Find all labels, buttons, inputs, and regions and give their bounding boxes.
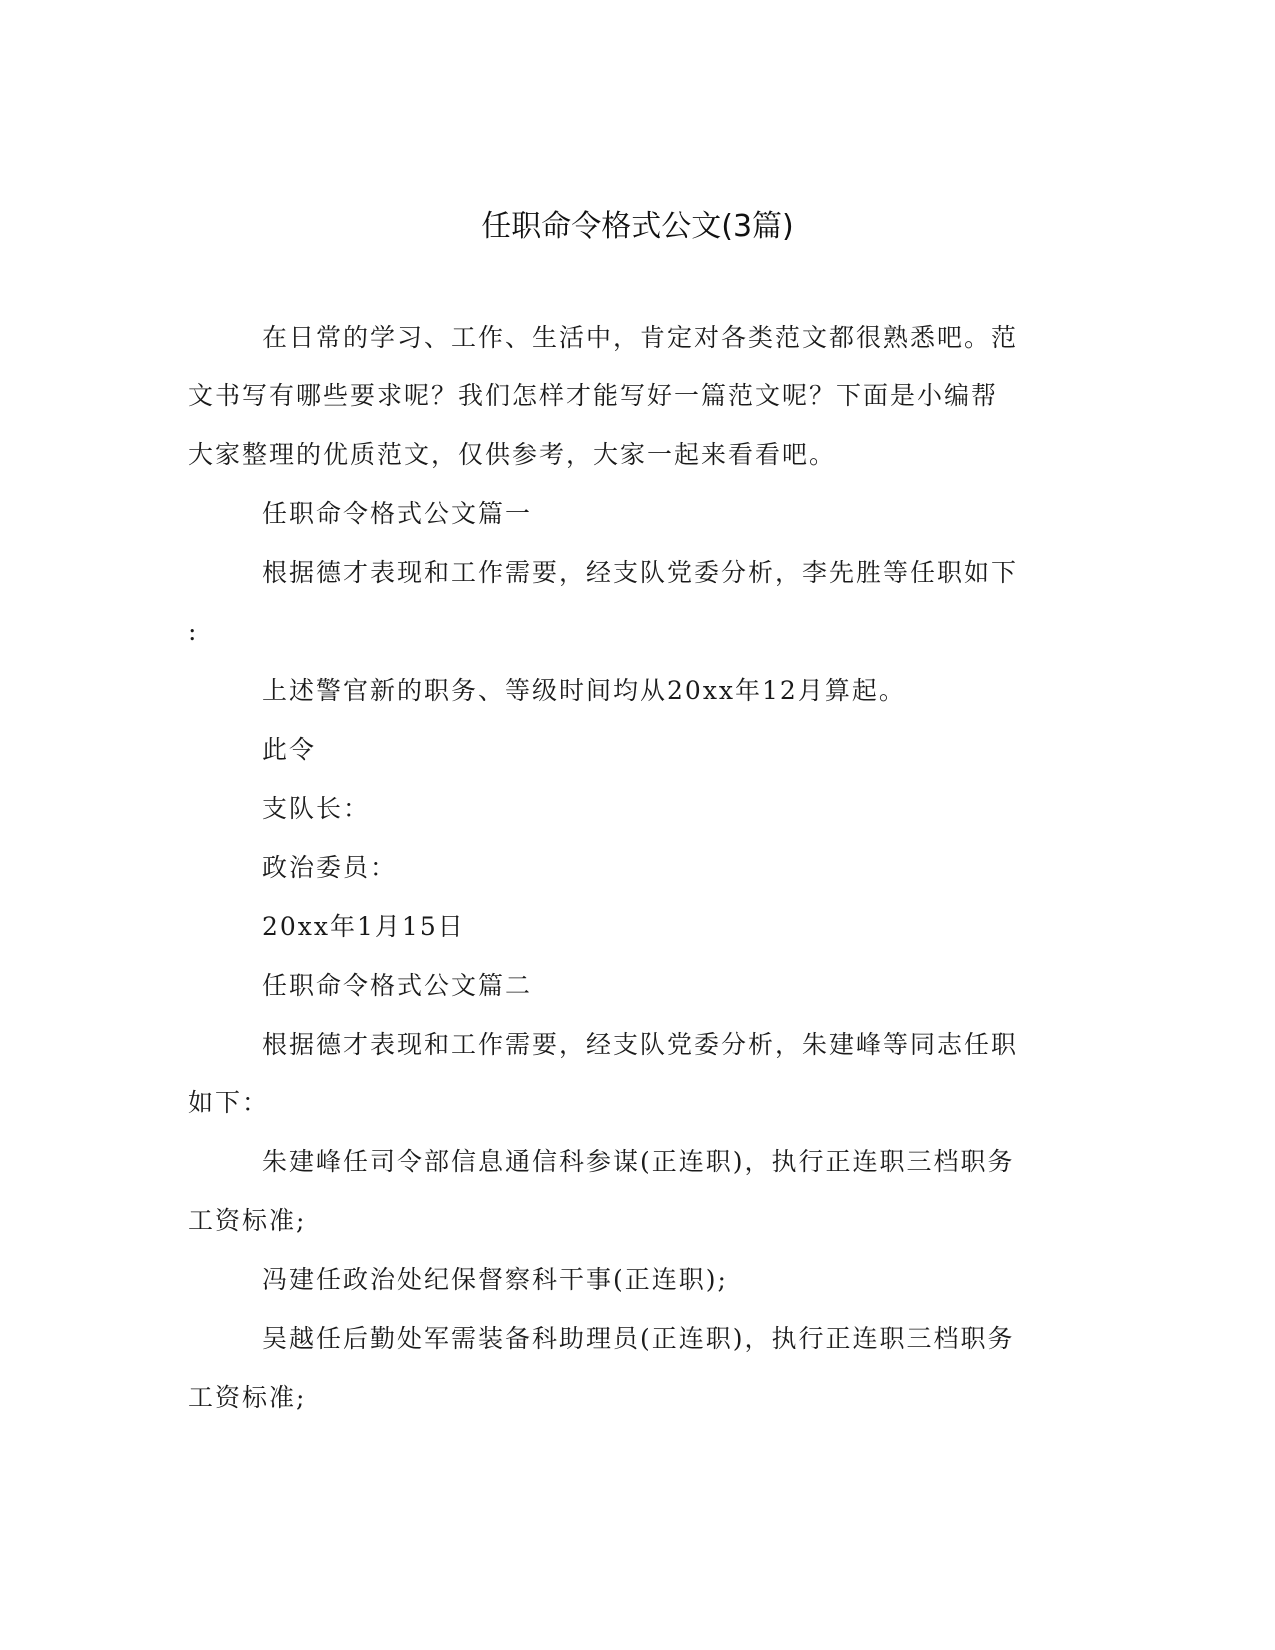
section1-para1-line1: 根据德才表现和工作需要，经支队党委分析，李先胜等任职如下 (262, 558, 1019, 587)
section1-heading: 任职命令格式公文篇一 (262, 499, 533, 528)
section1-date: 20xx年1月15日 (262, 912, 465, 941)
section2-item3-line1: 吴越任后勤处军需装备科助理员(正连职)，执行正连职三档职务 (262, 1324, 1015, 1353)
section1-order: 此令 (262, 735, 317, 764)
section1-para2: 上述警官新的职务、等级时间均从20xx年12月算起。 (262, 676, 906, 705)
intro-line-2: 文书写有哪些要求呢？我们怎样才能写好一篇范文呢？下面是小编帮 (188, 381, 999, 410)
section2-heading: 任职命令格式公文篇二 (262, 971, 533, 1000)
section1-signer-2: 政治委员： (262, 853, 398, 882)
section2-item1-line2: 工资标准; (188, 1206, 307, 1235)
section2-para1-line1: 根据德才表现和工作需要，经支队党委分析，朱建峰等同志任职 (262, 1030, 1019, 1059)
section2-para1-line2: 如下： (188, 1088, 270, 1117)
document-title: 任职命令格式公文(3篇) (481, 209, 794, 244)
intro-line-3: 大家整理的优质范文，仅供参考，大家一起来看看吧。 (188, 440, 837, 469)
intro-line-1: 在日常的学习、工作、生活中，肯定对各类范文都很熟悉吧。范 (262, 323, 1019, 352)
section2-item3-line2: 工资标准; (188, 1383, 307, 1412)
section2-item2: 冯建任政治处纪保督察科干事(正连职); (262, 1265, 728, 1294)
section2-item1-line1: 朱建峰任司令部信息通信科参谋(正连职)，执行正连职三档职务 (262, 1147, 1015, 1176)
section1-para1-line2: : (188, 617, 199, 646)
section1-signer-1: 支队长： (262, 794, 371, 823)
